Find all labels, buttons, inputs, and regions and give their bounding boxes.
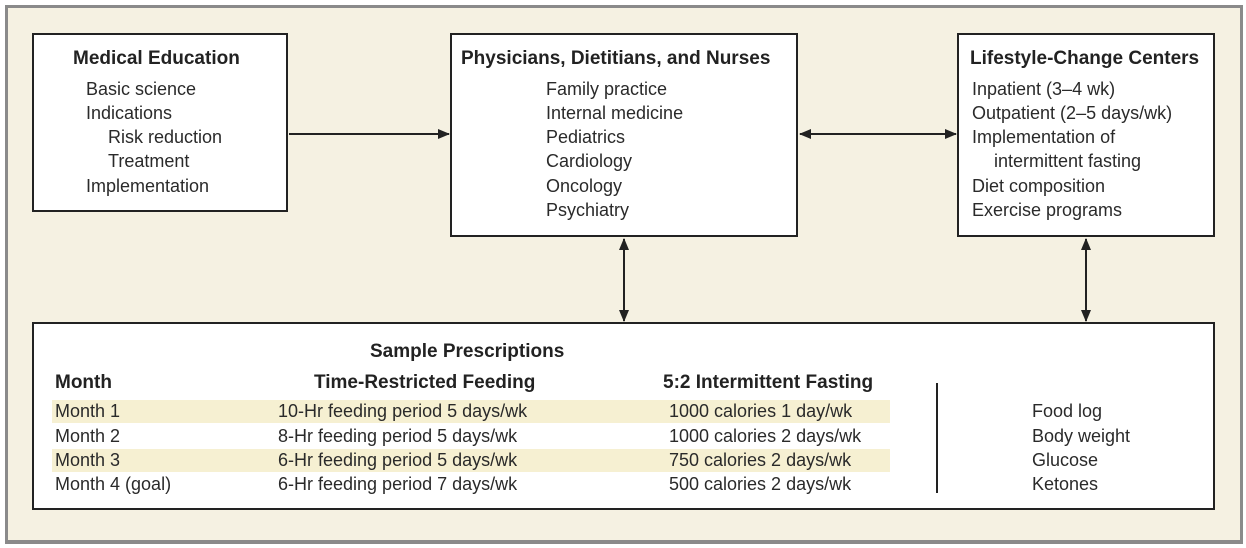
lifestyle-item-diet-composition: Diet composition bbox=[972, 176, 1106, 196]
header-intermittent-fasting: 5:2 Intermittent Fasting bbox=[663, 372, 874, 393]
header-month: Month bbox=[55, 372, 112, 393]
row-4-month: Month 4 (goal) bbox=[55, 474, 172, 494]
row-1-month: Month 1 bbox=[55, 401, 121, 421]
clinicians-title: Physicians, Dietitians, and Nurses bbox=[461, 48, 771, 69]
monitoring-ketones: Ketones bbox=[1032, 474, 1099, 494]
clinicians-item-family-practice: Family practice bbox=[546, 79, 668, 99]
row-3-trf: 6-Hr feeding period 5 days/wk bbox=[278, 450, 518, 470]
monitoring-body-weight: Body weight bbox=[1032, 426, 1131, 446]
row-4-if: 500 calories 2 days/wk bbox=[669, 474, 852, 494]
lifestyle-item-exercise-programs: Exercise programs bbox=[972, 200, 1123, 220]
med-ed-item-indications: Indications bbox=[86, 103, 173, 123]
med-ed-item-treatment: Treatment bbox=[108, 151, 190, 171]
lifestyle-item-outpatient: Outpatient (2–5 days/wk) bbox=[972, 103, 1173, 123]
lifestyle-item-intermittent-fasting: intermittent fasting bbox=[994, 151, 1142, 171]
prescriptions-title: Sample Prescriptions bbox=[370, 341, 565, 362]
bottom-border bbox=[5, 540, 1243, 544]
row-2-trf: 8-Hr feeding period 5 days/wk bbox=[278, 426, 518, 446]
row-2-if: 1000 calories 2 days/wk bbox=[669, 426, 862, 446]
med-ed-item-implementation: Implementation bbox=[86, 176, 210, 196]
clinicians-item-internal-medicine: Internal medicine bbox=[546, 103, 684, 123]
monitoring-glucose: Glucose bbox=[1032, 450, 1099, 470]
row-3-month: Month 3 bbox=[55, 450, 121, 470]
monitoring-food-log: Food log bbox=[1032, 401, 1103, 421]
lifestyle-item-inpatient: Inpatient (3–4 wk) bbox=[972, 79, 1116, 99]
clinicians-item-cardiology: Cardiology bbox=[546, 151, 633, 171]
header-time-restricted-feeding: Time-Restricted Feeding bbox=[314, 372, 536, 393]
clinicians-item-pediatrics: Pediatrics bbox=[546, 127, 626, 147]
lifestyle-item-implementation-of: Implementation of bbox=[972, 127, 1116, 147]
monitoring-divider bbox=[936, 383, 938, 493]
row-2-month: Month 2 bbox=[55, 426, 121, 446]
clinicians-item-psychiatry: Psychiatry bbox=[546, 200, 630, 220]
lifestyle-centers-title: Lifestyle-Change Centers bbox=[970, 48, 1200, 69]
row-4-trf: 6-Hr feeding period 7 days/wk bbox=[278, 474, 518, 494]
med-ed-item-basic-science: Basic science bbox=[86, 79, 197, 99]
row-3-if: 750 calories 2 days/wk bbox=[669, 450, 852, 470]
clinicians-item-oncology: Oncology bbox=[546, 176, 623, 196]
medical-education-title: Medical Education bbox=[73, 48, 240, 69]
row-1-if: 1000 calories 1 day/wk bbox=[669, 401, 853, 421]
med-ed-item-risk-reduction: Risk reduction bbox=[108, 127, 223, 147]
row-1-trf: 10-Hr feeding period 5 days/wk bbox=[278, 401, 528, 421]
